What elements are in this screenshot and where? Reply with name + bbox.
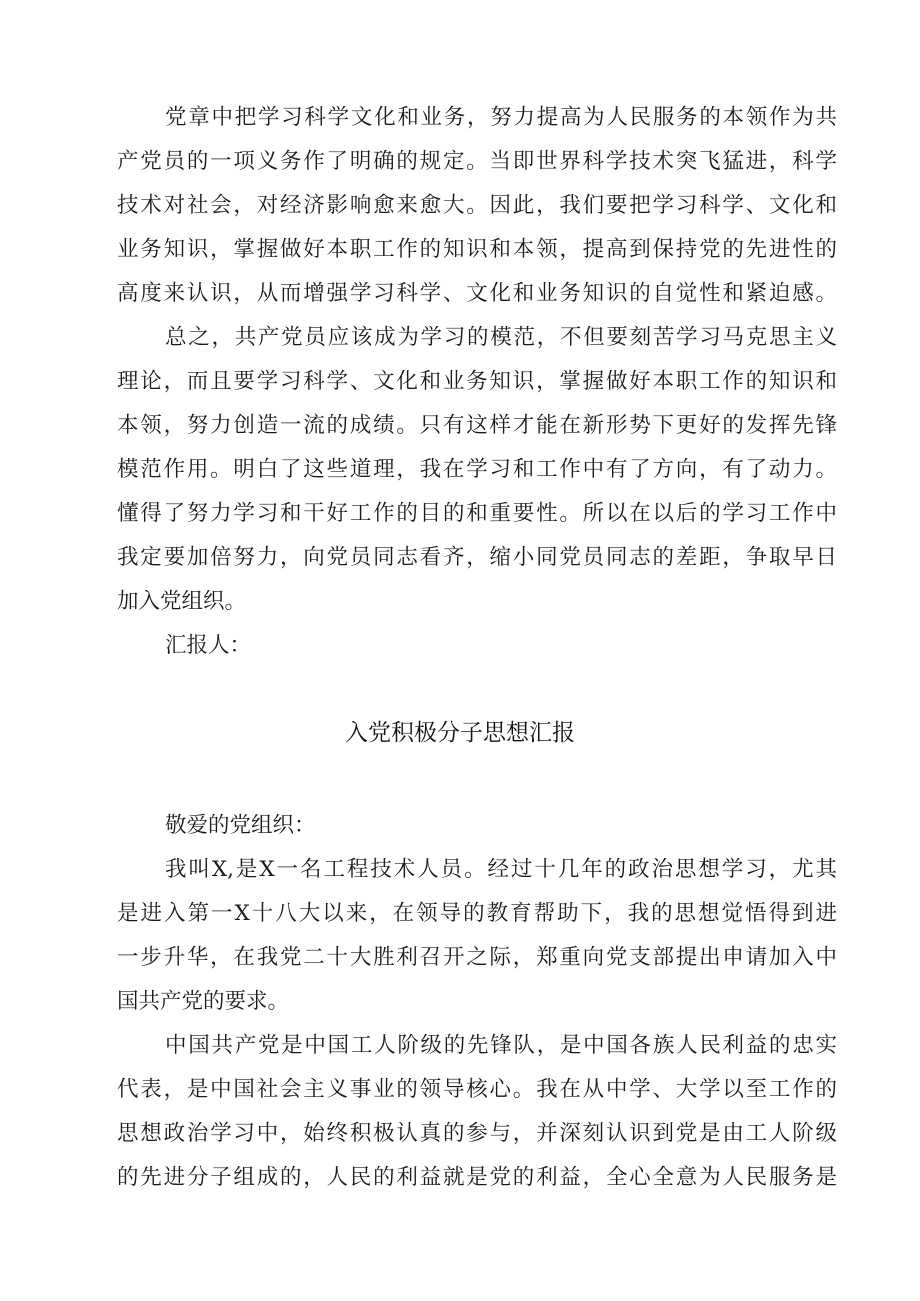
paragraph-line: 中国共产党是中国工人阶级的先锋队，是中国各族人民利益的忠实: [165, 1033, 837, 1058]
paragraph-line: 技术对社会，对经济影响愈来愈大。因此，我们要把学习科学、文化和: [117, 193, 837, 218]
paragraph-line: 模范作用。明白了这些道理，我在学习和工作中有了方向，有了动力。: [117, 457, 837, 482]
document-title: 入党积极分子思想汇报: [345, 720, 575, 746]
paragraph-line: 一步升华，在我党二十大胜利召开之际，郑重向党支部提出申请加入中: [117, 945, 837, 970]
paragraph-line: 理论，而且要学习科学、文化和业务知识，掌握做好本职工作的知识和: [117, 369, 837, 394]
reporter-label: 汇报人：: [165, 633, 252, 658]
paragraph-line: 国共产党的要求。: [117, 989, 290, 1014]
paragraph-line: 代表，是中国社会主义事业的领导核心。我在从中学、大学以至工作的: [117, 1077, 837, 1102]
paragraph-line: 我定要加倍努力，向党员同志看齐，缩小同党员同志的差距，争取早日: [117, 545, 837, 570]
paragraph-line: 懂得了努力学习和干好工作的目的和重要性。所以在以后的学习工作中: [117, 501, 837, 526]
paragraph-line: 我叫X,是X一名工程技术人员。经过十几年的政治思想学习，尤其: [165, 857, 837, 882]
paragraph-line: 是进入第一X十八大以来，在领导的教育帮助下，我的思想觉悟得到进: [117, 901, 837, 926]
paragraph-line: 业务知识，掌握做好本职工作的知识和本领，提高到保持党的先进性的: [117, 237, 837, 262]
paragraph-line: 的先进分子组成的，人民的利益就是党的利益，全心全意为人民服务是: [117, 1165, 837, 1190]
paragraph-line: 本领，努力创造一流的成绩。只有这样才能在新形势下更好的发挥先锋: [117, 413, 837, 438]
paragraph-line: 加入党组织。: [117, 589, 247, 614]
salutation: 敬爱的党组织：: [165, 813, 316, 838]
paragraph-line: 产党员的一项义务作了明确的规定。当即世界科学技术突飞猛进，科学: [117, 149, 837, 174]
paragraph-line: 思想政治学习中，始终积极认真的参与，并深刻认识到党是由工人阶级: [117, 1121, 837, 1146]
paragraph-line: 党章中把学习科学文化和业务，努力提高为人民服务的本领作为共: [165, 105, 837, 130]
paragraph-line: 总之，共产党员应该成为学习的模范，不但要刻苦学习马克思主义: [165, 325, 837, 350]
paragraph-line: 高度来认识，从而增强学习科学、文化和业务知识的自觉性和紧迫感。: [117, 281, 837, 306]
